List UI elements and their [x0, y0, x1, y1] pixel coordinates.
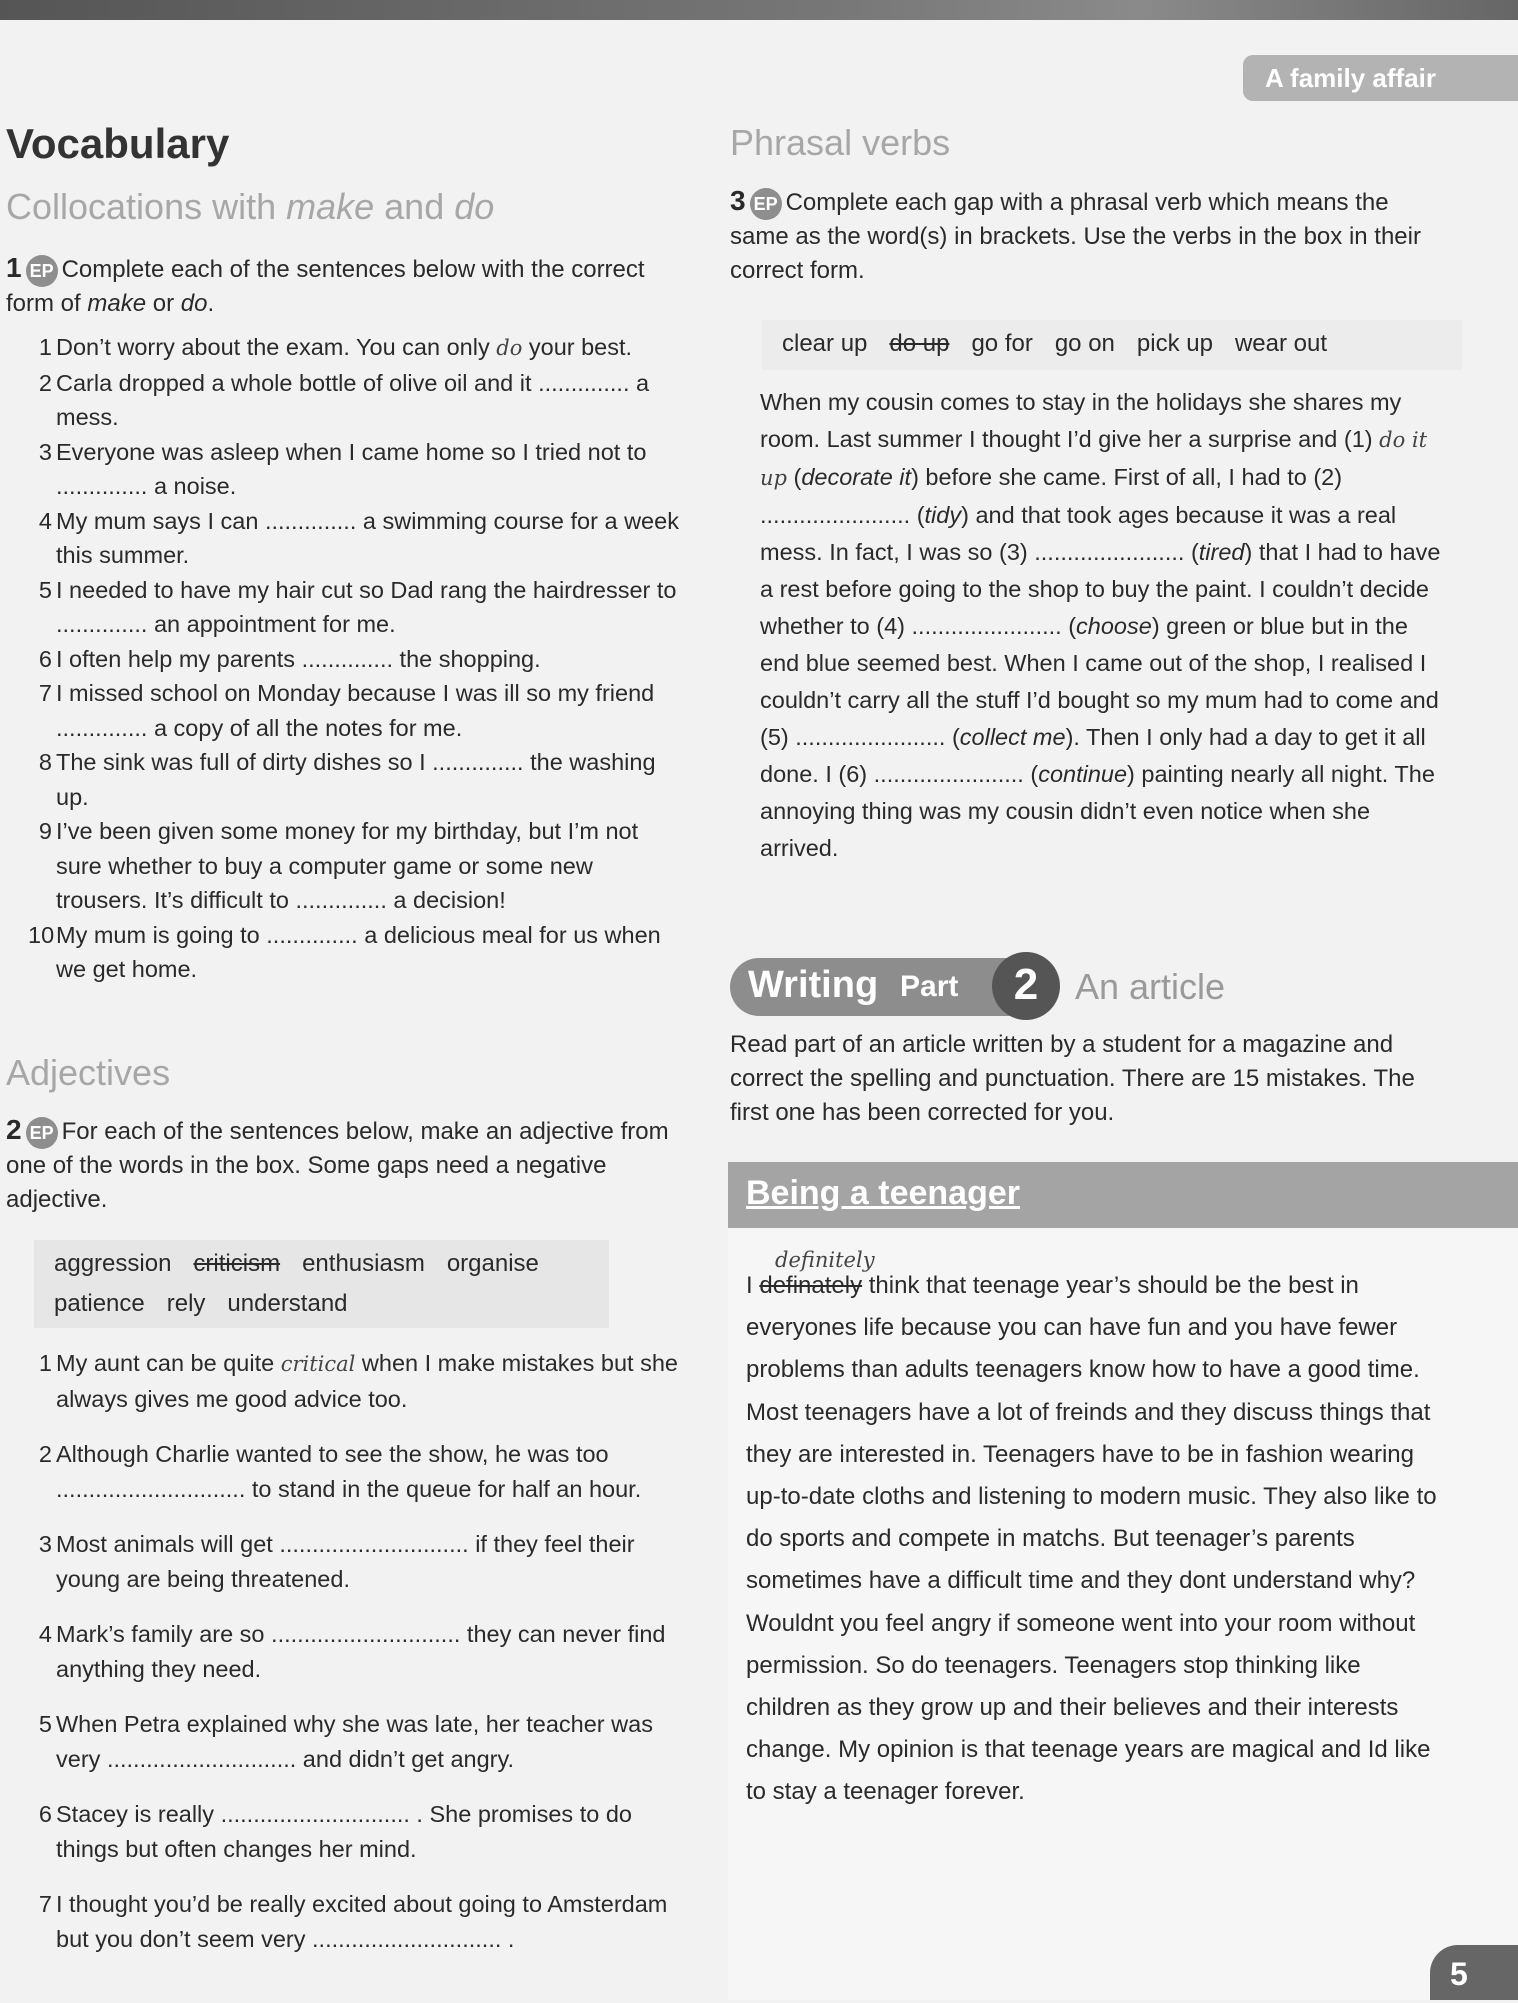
box-word: criticism: [193, 1250, 281, 1277]
exercise-item: [28, 1797, 698, 1866]
item-number: 5: [38, 1711, 52, 1737]
item-number: 2: [38, 1441, 52, 1467]
item-number: 1: [38, 1350, 52, 1376]
crossed-word: definately: [759, 1272, 863, 1299]
ex3-instruction-text: Complete each gap with a phrasal verb which means the same as the word(s) in brackets. Use the verbs in the box in their correct form.: [730, 189, 1421, 284]
item-number: 2: [38, 369, 52, 396]
item-text-before: My aunt can be quite: [56, 1350, 281, 1376]
gap-hint-word: tidy: [924, 502, 962, 528]
item-text-before: Carla dropped a whole bottle of olive oil and it: [56, 369, 539, 396]
passage-text: and that took ages because it was a real mess. In fact, I was so: [760, 502, 1397, 565]
exercise-item: [28, 330, 688, 366]
exercise-item: [28, 366, 688, 435]
answer-gap: ..............: [56, 714, 148, 741]
box-word: pick up: [1136, 330, 1213, 357]
item-text-after: your best.: [522, 334, 633, 360]
exercise-item: [28, 1887, 698, 1956]
box-word: enthusiasm: [302, 1250, 425, 1277]
ex3-word-box: [762, 320, 1462, 370]
top-bar: [0, 0, 1518, 20]
answer-gap: .......................: [1034, 539, 1185, 565]
item-text-before: My mum is going to: [56, 921, 267, 948]
answer-gap: ..............: [264, 507, 357, 534]
answer-gap: .......................: [760, 502, 911, 528]
exercise-item: [28, 1707, 698, 1776]
item-text-before: When Petra explained why she was late, her teacher was very: [56, 1711, 653, 1772]
subtitle-make: make: [286, 186, 375, 227]
writing-instruction: Read part of an article written by a student for a magazine and correct the spelling and punctuation. There are 15 mistakes. The first one has been corrected for you.: [730, 1031, 1415, 1126]
ex1-end: .: [207, 290, 215, 317]
item-text-after: a swimming course for a week this summer.: [56, 507, 679, 568]
item-text-before: I needed to have my hair cut so Dad rang the hairdresser to: [56, 576, 677, 603]
item-text-before: My mum says I can: [56, 507, 265, 534]
answer-gap: .............................: [271, 1621, 461, 1647]
item-text-after: if they feel their young are being threatened.: [56, 1531, 635, 1592]
writing-label: Writing: [748, 964, 879, 1006]
box-word: understand: [227, 1290, 348, 1317]
gap-number: (4): [876, 613, 912, 639]
vocabulary-title: Vocabulary: [6, 120, 230, 167]
passage-text: green or blue but in the end blue seemed best. When I came out of the shop, I realised I couldn’t carry all the stuff I’d bought so my mum had to come and: [760, 613, 1439, 713]
ex1-make: make: [87, 290, 147, 317]
item-text-before: I missed school on Monday because I was ill so my friend: [56, 680, 655, 706]
gap-hint: (choose): [1061, 613, 1160, 639]
answer-gap: ..............: [56, 473, 148, 499]
gap-hint: (tired): [1184, 539, 1253, 565]
item-text-after: to stand in the queue for half an hour.: [245, 1475, 642, 1502]
exercise-item: [28, 745, 688, 814]
item-text-before: Everyone was asleep when I came home so I tried not to: [56, 438, 647, 465]
writing-part-badge: [730, 958, 1055, 1016]
answer-gap: ..............: [538, 369, 630, 396]
exercise-item: [28, 642, 688, 677]
ex3-instruction: [730, 184, 1450, 288]
handwritten-answer: do it up: [760, 428, 1428, 490]
item-number: 10: [28, 921, 55, 948]
passage-text: . Then I only had a day to get it all done. I: [760, 724, 1426, 787]
exercise-item: [28, 676, 688, 745]
subtitle-pre: Collocations with: [6, 186, 287, 227]
word-box-row: [54, 1284, 589, 1324]
passage-text: painting nearly all night. The annoying thing was my cousin didn’t even notice when she arrived.: [760, 761, 1435, 861]
item-number: 8: [38, 749, 52, 775]
gap-hint-word: tired: [1198, 539, 1245, 565]
gap-number: (5): [760, 724, 796, 750]
item-text-before: The sink was full of dirty dishes so I: [56, 749, 433, 775]
subtitle-and: and: [374, 186, 455, 227]
item-text-before: I often help my parents: [56, 645, 302, 672]
item-text-before: I thought you’d be really excited about going to Amsterdam but you don’t seem very: [56, 1891, 668, 1952]
item-number: 3: [38, 1531, 52, 1557]
gap-number: (3): [999, 539, 1035, 565]
ex3-passage: [760, 384, 1450, 867]
item-text-after: an appointment for me.: [147, 611, 396, 637]
gap-number: (6): [838, 761, 874, 787]
box-word: clear up: [782, 330, 868, 357]
answer-gap: .............................: [56, 1475, 246, 1502]
page-number: 5: [1430, 1945, 1518, 2000]
item-text-before: Although Charlie wanted to see the show, he was too: [56, 1441, 609, 1467]
item-text-after: a copy of all the notes for me.: [147, 714, 463, 741]
item-number: 7: [38, 1891, 52, 1917]
item-number: 6: [38, 645, 52, 672]
gap-number: (1): [1343, 426, 1380, 452]
phrasal-verbs-title: Phrasal verbs: [730, 122, 951, 163]
part-label: Part: [900, 970, 959, 1003]
ex1-do: do: [180, 290, 208, 317]
item-text-after: the washing up.: [56, 749, 656, 810]
ex1-list: [28, 330, 688, 987]
answer-gap: ..............: [56, 611, 148, 637]
box-word: do up: [889, 330, 950, 357]
subtitle-do: do: [454, 186, 495, 227]
box-word: go for: [971, 330, 1033, 357]
ep-icon: EP: [26, 255, 58, 287]
exercise-item: [28, 1437, 698, 1506]
ex1-instruction-pre: Complete each of the sentences below with the correct form of: [6, 256, 645, 317]
passage-text: before she came. First of all, I had to: [918, 464, 1314, 490]
ex2-list: [28, 1346, 698, 1977]
item-number: 4: [38, 507, 52, 534]
item-text-after: . She promises to do things but often changes her mind.: [56, 1801, 632, 1862]
item-text-after: .: [501, 1925, 515, 1952]
exercise-item: [28, 573, 688, 642]
gap-hint-word: choose: [1076, 613, 1152, 639]
gap-hint-word: continue: [1038, 761, 1128, 787]
ep-icon: EP: [750, 188, 782, 220]
handwritten-answer: critical: [280, 1352, 356, 1376]
exercise-item: [28, 1346, 698, 1416]
answer-gap: .............................: [220, 1801, 410, 1827]
article-header: [728, 1162, 1518, 1228]
box-word: wear out: [1234, 330, 1327, 357]
ex2-instruction: [6, 1113, 696, 1217]
ex1-number: 1: [6, 252, 22, 283]
passage-text: When my cousin comes to stay in the holidays she shares my room. Last summer I thought I’d give her a surprise and: [760, 389, 1402, 452]
item-text-before: Stacey is really: [56, 1801, 221, 1827]
box-word: organise: [446, 1250, 539, 1277]
item-number: 1: [38, 334, 52, 360]
section-tag: A family affair: [1243, 55, 1518, 101]
item-text-before: Mark’s family are so: [56, 1621, 272, 1647]
writing-type: An article: [1075, 966, 1226, 1007]
item-text-after: a decision!: [386, 887, 506, 913]
answer-gap: .............................: [106, 1745, 297, 1772]
gap-hint: (continue): [1023, 761, 1135, 787]
ex2-word-box: [34, 1240, 609, 1328]
gap-hint: (decorate it): [786, 464, 919, 490]
ex2-number: 2: [6, 1114, 22, 1145]
adjectives-title: Adjectives: [6, 1052, 171, 1093]
item-text-after: they can never find anything they need.: [56, 1621, 666, 1682]
exercise-item: [28, 814, 688, 918]
item-text-before: Don’t worry about the exam. You can only: [56, 334, 497, 360]
ep-icon: EP: [26, 1117, 58, 1149]
handwritten-answer: do: [496, 336, 523, 360]
article-title: Being a teenager: [746, 1174, 1020, 1212]
item-number: 4: [38, 1621, 52, 1647]
item-text-before: I’ve been given some money for my birthday, but I’m not sure whether to buy a computer game or some new trousers. It’s difficult to: [56, 818, 639, 913]
item-text-after: and didn’t get angry.: [296, 1745, 515, 1772]
item-text-after: a noise.: [147, 473, 237, 499]
answer-gap: .............................: [279, 1531, 469, 1557]
exercise-item: [28, 918, 688, 987]
box-word: go on: [1054, 330, 1115, 357]
answer-gap: ..............: [301, 645, 394, 672]
ex3-number: 3: [730, 185, 746, 216]
ex2-instruction-text: For each of the sentences below, make an adjective from one of the words in the box. Some gaps need a negative adjective.: [6, 1118, 669, 1213]
gap-hint: (collect me): [945, 724, 1074, 750]
handwritten-correction: definitely: [775, 1248, 875, 1272]
answer-gap: .......................: [873, 761, 1024, 787]
ex1-or: or: [146, 290, 181, 317]
box-word: patience: [54, 1290, 145, 1317]
article-text: [746, 1265, 1446, 1814]
gap-number: (2): [1313, 464, 1343, 490]
exercise-item: [28, 1617, 698, 1686]
passage-text: that I had to have a rest before going to the shop to buy the paint. I couldn’t decide whether to: [760, 539, 1441, 639]
answer-gap: ..............: [266, 921, 358, 948]
part-number: 2: [992, 952, 1060, 1020]
item-number: 5: [38, 576, 52, 603]
box-word: rely: [166, 1290, 206, 1317]
answer-gap: .............................: [312, 1925, 502, 1952]
gap-hint-word: decorate it: [801, 464, 912, 490]
item-text-after: a mess.: [56, 369, 650, 430]
answer-gap: .......................: [795, 724, 946, 750]
answer-gap: ..............: [295, 887, 387, 913]
item-number: 3: [38, 438, 52, 465]
article-first-word: I: [746, 1272, 760, 1299]
collocations-subtitle: [6, 186, 494, 228]
box-word: aggression: [54, 1250, 172, 1277]
item-number: 9: [38, 818, 52, 844]
exercise-item: [28, 1527, 698, 1596]
ex1-instruction: [6, 251, 686, 321]
answer-gap: ..............: [432, 749, 524, 775]
item-text-after: a delicious meal for us when we get home.: [56, 921, 661, 982]
gap-hint: (tidy): [910, 502, 969, 528]
answer-gap: .......................: [911, 613, 1062, 639]
exercise-item: [28, 435, 688, 504]
exercise-item: [28, 504, 688, 573]
item-text-before: Most animals will get: [56, 1531, 280, 1557]
item-number: 7: [38, 680, 52, 706]
gap-hint-word: collect me: [959, 724, 1066, 750]
word-box-row: [54, 1244, 589, 1284]
item-text-after: when I make mistakes but she always gives me good advice too.: [56, 1350, 678, 1412]
item-text-after: the shopping.: [393, 645, 541, 672]
item-number: 6: [38, 1801, 52, 1827]
article-body: think that teenage year’s should be the best in everyones life because you can have fun and you have fewer problems than adults teenagers know how to have a good time. Most teenagers have a lot of freinds and they discuss things that they are interested in. Teenagers have to be in fashion wearing up-to-date cloths and listening to modern music. They also like to do sports and compete in matchs. But teenager’s parents sometimes have a difficult time and they dont understand why? Wouldnt you feel angry if someone went into your room without permission. So do teenagers. Teenagers stop thinking like children as they grow up and their believes and their interests change. My opinion is that teenage years are magical and Id like to stay a teenager forever.: [746, 1272, 1437, 1806]
